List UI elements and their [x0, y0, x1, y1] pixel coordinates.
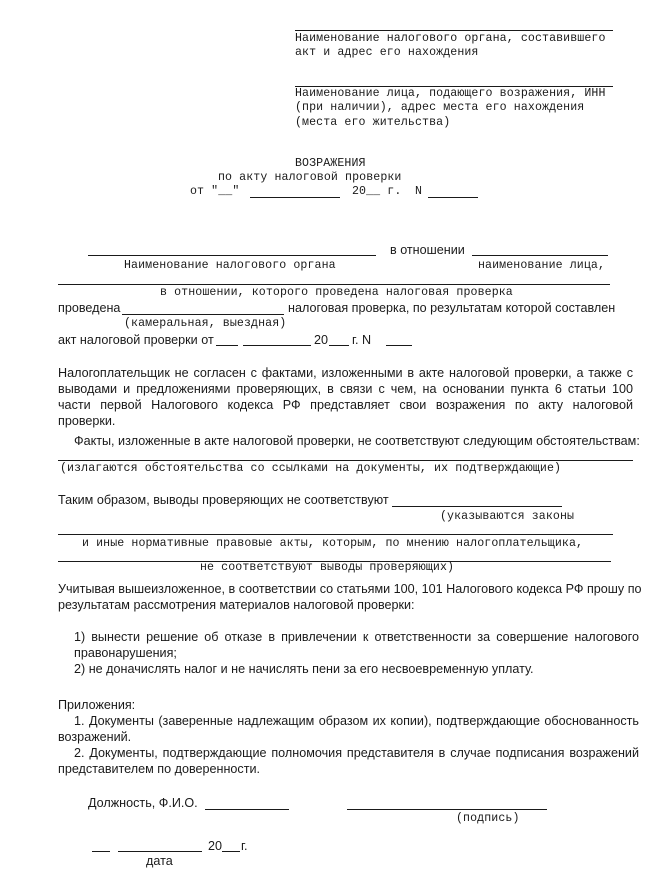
date-line-number: N: [415, 185, 423, 198]
facts-line: Факты, изложенные в акте налоговой проверки, не соответствуют следующим обстоятельствам:: [74, 434, 640, 448]
whom-caption: в отношении, которого проведена налоговая проверка: [160, 286, 513, 299]
attachment-2-line-2: представителем по доверенности.: [58, 762, 261, 776]
signature-line: [347, 809, 547, 810]
regarding-line: [472, 255, 608, 256]
tax-authority-caption-2: акт и адрес его нахождения: [295, 46, 479, 59]
person-caption-3: (места его жительства): [295, 116, 451, 129]
date-line-blank: [250, 197, 340, 198]
date-year-suffix: г.: [241, 839, 248, 853]
not-match-caption: не соответствуют выводы проверяющих): [200, 561, 455, 574]
date-year: 20: [208, 839, 223, 853]
attachment-2-line-1: 2. Документы, подтверждающие полномочия представителя в случае подписания возражений: [74, 746, 639, 760]
date-line-year: 20__ г.: [352, 185, 402, 198]
tax-authority-name-caption: Наименование налогового органа: [124, 259, 336, 272]
person-caption-2: (при наличии), адрес места его нахождения: [295, 101, 585, 114]
act-prefix: акт налоговой проверки от: [58, 333, 214, 347]
disagree-line-3: части первой Налогового кодекса РФ представляет свои возражения по акту налоговой: [58, 398, 633, 412]
request-1-line-1: 1) вынести решение об отказе в привлечении к ответственности за совершение налогового: [74, 630, 639, 644]
conducted-prefix: проведена: [58, 301, 121, 315]
act-number-line: [386, 345, 412, 346]
attachments-heading: Приложения:: [58, 698, 136, 712]
tax-authority-name-line: [88, 255, 376, 256]
disagree-line-4: проверки.: [58, 414, 116, 428]
number-blank: [428, 197, 478, 198]
other-acts-caption: и иные нормативные правовые акты, которым, по мнению налогоплательщика,: [82, 537, 584, 550]
document-title: ВОЗРАЖЕНИЯ: [295, 157, 366, 170]
position-line: [205, 809, 289, 810]
date-year-line: [222, 851, 240, 852]
conducted-suffix: налоговая проверка, по результатам которой составлен: [288, 301, 616, 315]
tax-authority-caption-1: Наименование налогового органа, составившего: [295, 32, 606, 45]
attachment-1-line-1: 1. Документы (заверенные надлежащим образом их копии), подтверждающие обоснованность: [74, 714, 639, 728]
person-caption-1: Наименование лица, подающего возражения, ИНН: [295, 87, 606, 100]
laws-line: [392, 506, 562, 507]
date-day-line: [92, 851, 110, 852]
attachment-1-line-2: возражений.: [58, 730, 132, 744]
act-day-line: [216, 345, 238, 346]
conclusions-line: Таким образом, выводы проверяющих не соответствуют: [58, 493, 389, 507]
position-label: Должность, Ф.И.О.: [88, 796, 198, 810]
act-year-line: [329, 345, 349, 346]
date-line-prefix: от "__": [190, 185, 240, 198]
act-month-line: [243, 345, 311, 346]
act-year: 20: [314, 333, 329, 347]
act-number-label: г. N: [352, 333, 372, 347]
considering-line-1: Учитывая вышеизложенное, в соответствии со статьями 100, 101 Налогового кодекса РФ прошу по: [58, 582, 642, 596]
circumstances-caption: (излагаются обстоятельства со ссылками на документы, их подтверждающие): [60, 462, 562, 475]
considering-line-2: результатам рассмотрения материалов налоговой проверки:: [58, 598, 415, 612]
audit-type-line: [122, 314, 284, 315]
date-month-line: [118, 851, 202, 852]
document-subtitle: по акту налоговой проверки: [218, 171, 402, 184]
disagree-line-1: Налогоплательщик не согласен с фактами, изложенными в акте налоговой проверки, а также с: [58, 366, 633, 380]
person-name-caption: наименование лица,: [478, 259, 606, 272]
audit-type-caption: (камеральная, выездная): [124, 317, 287, 330]
regarding-label: в отношении: [390, 243, 465, 257]
other-acts-line: [58, 534, 613, 535]
signature-caption: (подпись): [456, 812, 520, 825]
request-1-line-2: правонарушения;: [74, 646, 177, 660]
request-2: 2) не доначислять налог и не начислять пени за его несвоевременную уплату.: [74, 662, 534, 676]
laws-caption: (указываются законы: [440, 510, 575, 523]
disagree-line-2: выводами и предложениями проверяющих, в связи с чем, на основании пункта 6 статьи 100: [58, 382, 633, 396]
date-caption: дата: [146, 854, 173, 868]
